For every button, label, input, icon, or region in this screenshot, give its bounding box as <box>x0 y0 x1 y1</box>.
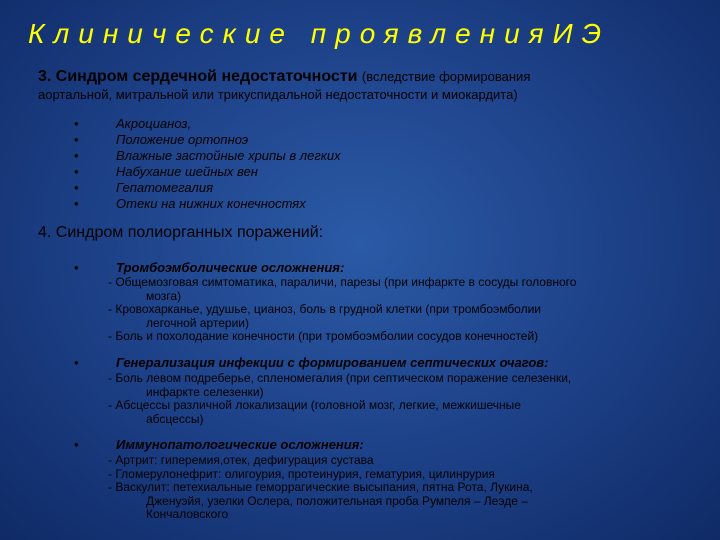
list-item: - Боль и похолодание конечности (при тромбоэмболии сосудов конечностей) <box>108 329 539 343</box>
group-infection-heading <box>74 355 548 370</box>
section3-symptom-list <box>74 116 341 212</box>
list-item: - Гломерулонефрит: олигоурия, протеинурия, гематурия, цилинрурия <box>108 466 495 481</box>
list-item: абсцессы) <box>146 411 204 426</box>
section3-heading <box>38 68 530 86</box>
list-item: - Кровохарканье, удушье, цианоз, боль в грудной клетки (при тромбоэмболии <box>108 302 542 316</box>
list-item: • Набухание шейных вен <box>74 164 341 180</box>
list-item: • Положение ортопноэ <box>74 132 341 148</box>
section3-heading-text: 3. Синдром сердечной недостаточности <box>38 68 358 85</box>
bullet-icon: • <box>74 355 79 370</box>
list-item: - Артрит: гиперемия,отек, дефигурация сустава <box>108 453 374 467</box>
group-title: Генерализация инфекции с формированием септических очагов: <box>116 355 549 370</box>
bullet-icon: • <box>74 437 79 452</box>
list-item: легочной артерии) <box>146 315 249 330</box>
list-item: - Васкулит: петехиальные геморрагические высыпания, пятна Рота, Лукина, <box>108 480 533 494</box>
list-item: Кончаловского <box>146 507 229 521</box>
list-item: - Боль левом подреберье, спленомегалия (при септическом поражение селезенки, <box>108 371 572 385</box>
list-item: • Гепатомегалия <box>74 180 341 196</box>
group-thromboembolic-lines <box>108 276 576 344</box>
group-title: Тромбоэмболические осложнения: <box>116 260 345 275</box>
bullet-icon: • <box>74 260 79 275</box>
group-title: Иммунопатологические осложнения: <box>116 437 364 452</box>
list-item: мозга) <box>146 288 182 303</box>
section4-heading: 4. Синдром полиорганных поражений: <box>38 224 324 241</box>
list-item: Дженуэйя, узелки Ослера, положительная проба Румпеля – Леэде – <box>146 493 528 508</box>
group-immune-heading <box>74 437 364 452</box>
list-item: - Абсцессы различной локализации (головной мозг, легкие, межкишечные <box>108 398 521 412</box>
section3-note-continuation: аортальной, митральной или трикуспидальной недостаточности и миокардита) <box>38 87 518 102</box>
section3-note: (вследствие формирования <box>361 69 531 84</box>
list-item: • Акроцианоз, <box>74 116 341 132</box>
list-item: инфаркте селезенки) <box>146 384 264 399</box>
group-thromboembolic-heading <box>74 260 344 275</box>
group-infection-lines <box>108 372 571 426</box>
list-item: - Общемозговая симтоматика, параличи, парезы (при инфаркте в сосуды головного <box>108 275 577 289</box>
slide-title: Клинические проявленияИЭ <box>28 18 611 49</box>
group-immune-lines <box>108 454 533 522</box>
list-item: • Отеки на нижних конечностях <box>74 196 341 212</box>
list-item: • Влажные застойные хрипы в легких <box>74 148 341 164</box>
